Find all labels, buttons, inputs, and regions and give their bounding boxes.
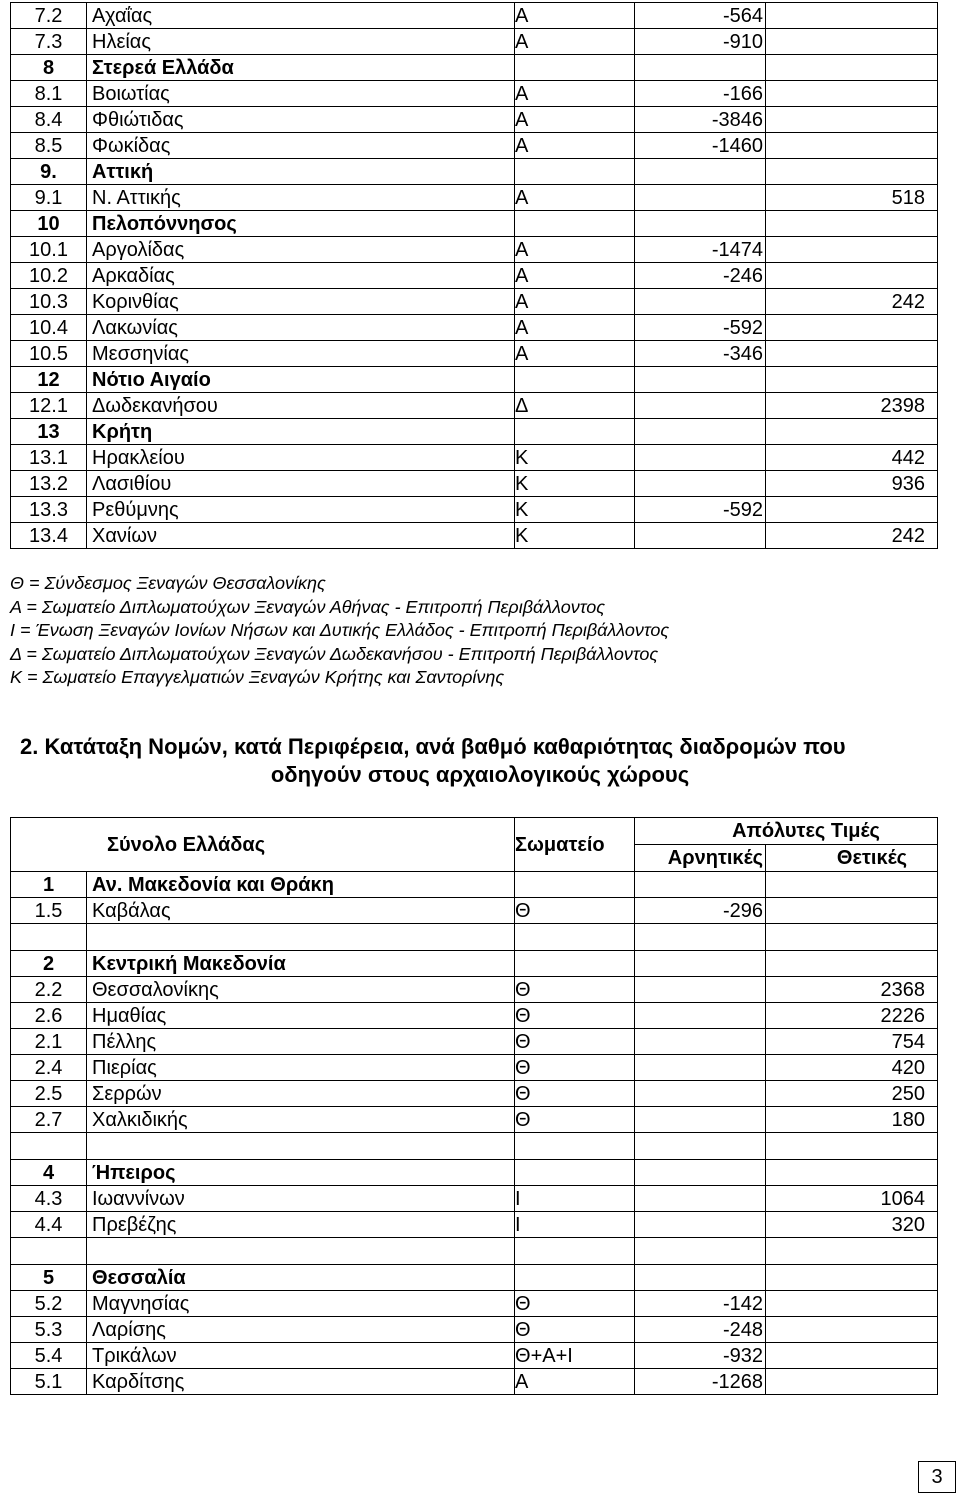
prefecture-row [11, 263, 938, 289]
prefecture-row [11, 3, 938, 29]
name-cell: Κρήτη [87, 419, 515, 445]
empty-cell [766, 1238, 938, 1265]
prefecture-row [11, 1081, 938, 1107]
positive-value-cell [766, 81, 938, 107]
prefecture-row [11, 497, 938, 523]
code-cell: 2 [11, 951, 87, 977]
positive-value-cell [766, 1317, 938, 1343]
name-cell: Νότιο Αιγαίο [87, 367, 515, 393]
association-cell: Α [515, 185, 635, 211]
code-cell: 12 [11, 367, 87, 393]
name-cell: Λασιθίου [87, 471, 515, 497]
code-cell: 10.1 [11, 237, 87, 263]
negative-value-cell [635, 159, 766, 185]
prefecture-row [11, 289, 938, 315]
positive-value-cell [766, 29, 938, 55]
name-cell: Βοιωτίας [87, 81, 515, 107]
negative-value-cell: -1474 [635, 237, 766, 263]
name-cell: Μαγνησίας [87, 1291, 515, 1317]
prefecture-row [11, 523, 938, 549]
association-cell: Α [515, 81, 635, 107]
negative-value-cell [635, 1186, 766, 1212]
prefecture-row [11, 471, 938, 497]
negative-value-cell [635, 1265, 766, 1291]
code-cell: 7.3 [11, 29, 87, 55]
legend-line: Κ = Σωματείο Επαγγελματιών Ξεναγών Κρήτης και Σαντορίνης [10, 667, 505, 687]
name-cell: Φωκίδας [87, 133, 515, 159]
association-cell: Α [515, 315, 635, 341]
positive-value-cell: 936 [766, 471, 938, 497]
prefecture-row [11, 1029, 938, 1055]
negative-value-cell: -910 [635, 29, 766, 55]
association-cell [515, 951, 635, 977]
code-cell: 10.4 [11, 315, 87, 341]
negative-value-cell: -246 [635, 263, 766, 289]
code-cell: 8 [11, 55, 87, 81]
name-cell: Δωδεκανήσου [87, 393, 515, 419]
code-cell: 1 [11, 872, 87, 898]
positive-value-cell: 242 [766, 523, 938, 549]
association-cell: Θ [515, 1317, 635, 1343]
negative-value-cell: -592 [635, 497, 766, 523]
negative-value-cell [635, 1160, 766, 1186]
positive-value-cell [766, 133, 938, 159]
negative-value-cell [635, 951, 766, 977]
code-cell: 5 [11, 1265, 87, 1291]
header-absolute-values: Απόλυτες Τιμές [635, 818, 938, 845]
region-row [11, 211, 938, 237]
association-cell: Α [515, 1369, 635, 1395]
name-cell: Πρεβέζης [87, 1212, 515, 1238]
header-association: Σωματείο [515, 818, 635, 872]
positive-value-cell [766, 107, 938, 133]
association-cell: Α [515, 29, 635, 55]
region-row [11, 1160, 938, 1186]
header-negative: Αρνητικές [635, 845, 766, 872]
association-cell: Θ [515, 1081, 635, 1107]
name-cell: Τρικάλων [87, 1343, 515, 1369]
association-cell [515, 211, 635, 237]
association-cell: Θ+Α+Ι [515, 1343, 635, 1369]
positive-value-cell [766, 315, 938, 341]
empty-cell [87, 1133, 515, 1160]
legend-line: Α = Σωματείο Διπλωματούχων Ξεναγών Αθήνας - Επιτροπή Περιβάλλοντος [10, 596, 606, 617]
positive-value-cell [766, 1291, 938, 1317]
association-cell: Θ [515, 1003, 635, 1029]
negative-value-cell [635, 1081, 766, 1107]
code-cell: 10 [11, 211, 87, 237]
association-cell: Θ [515, 1291, 635, 1317]
positive-value-cell [766, 872, 938, 898]
prefecture-row [11, 1369, 938, 1395]
prefecture-row [11, 133, 938, 159]
code-cell: 13.4 [11, 523, 87, 549]
association-cell: Δ [515, 393, 635, 419]
header-positive: Θετικές [766, 845, 938, 872]
code-cell: 4.3 [11, 1186, 87, 1212]
region-row [11, 159, 938, 185]
name-cell: Αν. Μακεδονία και Θράκη [87, 872, 515, 898]
negative-value-cell: -296 [635, 898, 766, 924]
section-title-line-1: 2. Κατάταξη Νομών, κατά Περιφέρεια, ανά βαθμό καθαριότητας διαδρομών που [20, 734, 846, 759]
association-legend [10, 572, 669, 690]
region-ranking-table [10, 817, 938, 1395]
legend-line: Ι = Ένωση Ξεναγών Ιονίων Νήσων και Δυτικής Ελλάδος - Επιτροπή Περιβάλλοντος [10, 620, 670, 640]
code-cell: 4 [11, 1160, 87, 1186]
spacer-row [11, 924, 938, 951]
code-cell: 13 [11, 419, 87, 445]
empty-cell [766, 924, 938, 951]
association-cell [515, 419, 635, 445]
prefecture-row [11, 1343, 938, 1369]
negative-value-cell [635, 1003, 766, 1029]
page-number: 3 [918, 1461, 956, 1493]
name-cell: Ήπειρος [87, 1160, 515, 1186]
positive-value-cell [766, 55, 938, 81]
name-cell: Καβάλας [87, 898, 515, 924]
spacer-row [11, 1133, 938, 1160]
code-cell: 1.5 [11, 898, 87, 924]
table-body [11, 3, 938, 549]
prefecture-row [11, 1055, 938, 1081]
positive-value-cell [766, 3, 938, 29]
positive-value-cell: 320 [766, 1212, 938, 1238]
name-cell: Ημαθίας [87, 1003, 515, 1029]
association-cell: Α [515, 237, 635, 263]
association-cell: Α [515, 289, 635, 315]
prefecture-row [11, 107, 938, 133]
negative-value-cell [635, 471, 766, 497]
prefecture-row [11, 1107, 938, 1133]
association-cell [515, 159, 635, 185]
association-cell: Α [515, 341, 635, 367]
association-cell: Θ [515, 1055, 635, 1081]
empty-cell [515, 1133, 635, 1160]
positive-value-cell: 1064 [766, 1186, 938, 1212]
code-cell: 5.4 [11, 1343, 87, 1369]
negative-value-cell [635, 289, 766, 315]
section-title-line-2: οδηγούν στους αρχαιολογικούς χώρους [270, 762, 690, 787]
negative-value-cell [635, 367, 766, 393]
negative-value-cell [635, 872, 766, 898]
code-cell: 5.3 [11, 1317, 87, 1343]
association-cell: Θ [515, 977, 635, 1003]
code-cell: 13.2 [11, 471, 87, 497]
positive-value-cell [766, 211, 938, 237]
code-cell: 8.5 [11, 133, 87, 159]
association-cell [515, 367, 635, 393]
negative-value-cell [635, 393, 766, 419]
region-row [11, 367, 938, 393]
association-cell: Α [515, 3, 635, 29]
prefecture-row [11, 81, 938, 107]
positive-value-cell [766, 1265, 938, 1291]
prefecture-row [11, 1317, 938, 1343]
negative-value-cell: -142 [635, 1291, 766, 1317]
negative-value-cell: -248 [635, 1317, 766, 1343]
positive-value-cell: 2368 [766, 977, 938, 1003]
legend-line: Θ = Σύνδεσμος Ξεναγών Θεσσαλονίκης [10, 573, 326, 593]
association-cell: Κ [515, 497, 635, 523]
association-cell: Κ [515, 445, 635, 471]
code-cell: 10.3 [11, 289, 87, 315]
empty-cell [87, 924, 515, 951]
region-row [11, 872, 938, 898]
negative-value-cell [635, 1055, 766, 1081]
negative-value-cell: -1460 [635, 133, 766, 159]
empty-cell [766, 1133, 938, 1160]
association-cell [515, 872, 635, 898]
negative-value-cell: -166 [635, 81, 766, 107]
association-cell: Κ [515, 471, 635, 497]
prefecture-row [11, 29, 938, 55]
prefecture-row [11, 977, 938, 1003]
empty-cell [635, 1133, 766, 1160]
positive-value-cell [766, 159, 938, 185]
negative-value-cell [635, 55, 766, 81]
section-title [20, 733, 940, 789]
negative-value-cell: -592 [635, 315, 766, 341]
empty-cell [87, 1238, 515, 1265]
name-cell: Ηρακλείου [87, 445, 515, 471]
empty-cell [11, 1238, 87, 1265]
positive-value-cell: 420 [766, 1055, 938, 1081]
name-cell: Πιερίας [87, 1055, 515, 1081]
negative-value-cell [635, 1212, 766, 1238]
prefecture-row [11, 898, 938, 924]
code-cell: 2.6 [11, 1003, 87, 1029]
prefecture-row [11, 315, 938, 341]
negative-value-cell [635, 419, 766, 445]
prefecture-row [11, 1003, 938, 1029]
negative-value-cell [635, 211, 766, 237]
prefecture-row [11, 445, 938, 471]
name-cell: Χαλκιδικής [87, 1107, 515, 1133]
header-total: Σύνολο Ελλάδας [11, 818, 515, 872]
name-cell: Λακωνίας [87, 315, 515, 341]
positive-value-cell: 518 [766, 185, 938, 211]
empty-cell [635, 924, 766, 951]
code-cell: 2.2 [11, 977, 87, 1003]
code-cell: 2.5 [11, 1081, 87, 1107]
code-cell: 13.1 [11, 445, 87, 471]
association-cell: Ι [515, 1186, 635, 1212]
empty-cell [11, 1133, 87, 1160]
region-table-continued [10, 2, 938, 549]
prefecture-row [11, 1186, 938, 1212]
name-cell: Κορινθίας [87, 289, 515, 315]
name-cell: Θεσσαλία [87, 1265, 515, 1291]
association-cell: Α [515, 133, 635, 159]
association-cell: Α [515, 263, 635, 289]
prefecture-row [11, 341, 938, 367]
code-cell: 10.5 [11, 341, 87, 367]
negative-value-cell: -346 [635, 341, 766, 367]
association-cell: Ι [515, 1212, 635, 1238]
positive-value-cell [766, 1369, 938, 1395]
name-cell: Χανίων [87, 523, 515, 549]
name-cell: Καρδίτσης [87, 1369, 515, 1395]
name-cell: Αχαΐας [87, 3, 515, 29]
name-cell: Λαρίσης [87, 1317, 515, 1343]
name-cell: Αργολίδας [87, 237, 515, 263]
name-cell: Πέλλης [87, 1029, 515, 1055]
positive-value-cell [766, 1160, 938, 1186]
region-row [11, 55, 938, 81]
name-cell: Μεσσηνίας [87, 341, 515, 367]
empty-cell [11, 924, 87, 951]
association-cell: Θ [515, 898, 635, 924]
positive-value-cell [766, 951, 938, 977]
code-cell: 2.4 [11, 1055, 87, 1081]
empty-cell [515, 1238, 635, 1265]
positive-value-cell: 2398 [766, 393, 938, 419]
positive-value-cell: 242 [766, 289, 938, 315]
empty-cell [515, 924, 635, 951]
negative-value-cell [635, 1107, 766, 1133]
name-cell: Κεντρική Μακεδονία [87, 951, 515, 977]
positive-value-cell [766, 237, 938, 263]
association-cell [515, 1265, 635, 1291]
name-cell: Ρεθύμνης [87, 497, 515, 523]
prefecture-row [11, 237, 938, 263]
positive-value-cell [766, 497, 938, 523]
positive-value-cell [766, 898, 938, 924]
table-header [11, 818, 938, 872]
region-row [11, 419, 938, 445]
positive-value-cell [766, 341, 938, 367]
prefecture-row [11, 185, 938, 211]
name-cell: Θεσσαλονίκης [87, 977, 515, 1003]
name-cell: Σερρών [87, 1081, 515, 1107]
negative-value-cell [635, 445, 766, 471]
association-cell: Θ [515, 1107, 635, 1133]
code-cell: 12.1 [11, 393, 87, 419]
negative-value-cell [635, 523, 766, 549]
code-cell: 10.2 [11, 263, 87, 289]
name-cell: Πελοπόννησος [87, 211, 515, 237]
association-cell [515, 55, 635, 81]
code-cell: 9.1 [11, 185, 87, 211]
negative-value-cell [635, 185, 766, 211]
spacer-row [11, 1238, 938, 1265]
positive-value-cell: 754 [766, 1029, 938, 1055]
code-cell: 2.7 [11, 1107, 87, 1133]
positive-value-cell: 2226 [766, 1003, 938, 1029]
positive-value-cell [766, 367, 938, 393]
name-cell: Αττική [87, 159, 515, 185]
negative-value-cell: -3846 [635, 107, 766, 133]
code-cell: 2.1 [11, 1029, 87, 1055]
code-cell: 5.2 [11, 1291, 87, 1317]
association-cell: Θ [515, 1029, 635, 1055]
association-cell: Κ [515, 523, 635, 549]
name-cell: Αρκαδίας [87, 263, 515, 289]
negative-value-cell: -1268 [635, 1369, 766, 1395]
code-cell: 5.1 [11, 1369, 87, 1395]
table-body [11, 872, 938, 1395]
positive-value-cell [766, 1343, 938, 1369]
prefecture-row [11, 1291, 938, 1317]
code-cell: 9. [11, 159, 87, 185]
region-row [11, 951, 938, 977]
region-row [11, 1265, 938, 1291]
negative-value-cell: -932 [635, 1343, 766, 1369]
prefecture-row [11, 393, 938, 419]
positive-value-cell: 250 [766, 1081, 938, 1107]
header-row [11, 818, 938, 845]
code-cell: 13.3 [11, 497, 87, 523]
positive-value-cell: 180 [766, 1107, 938, 1133]
negative-value-cell [635, 1029, 766, 1055]
negative-value-cell: -564 [635, 3, 766, 29]
code-cell: 8.1 [11, 81, 87, 107]
code-cell: 4.4 [11, 1212, 87, 1238]
positive-value-cell [766, 419, 938, 445]
association-cell: Α [515, 107, 635, 133]
prefecture-row [11, 1212, 938, 1238]
name-cell: Ν. Αττικής [87, 185, 515, 211]
negative-value-cell [635, 977, 766, 1003]
code-cell: 8.4 [11, 107, 87, 133]
name-cell: Ηλείας [87, 29, 515, 55]
association-cell [515, 1160, 635, 1186]
positive-value-cell: 442 [766, 445, 938, 471]
name-cell: Στερεά Ελλάδα [87, 55, 515, 81]
name-cell: Φθιώτιδας [87, 107, 515, 133]
positive-value-cell [766, 263, 938, 289]
name-cell: Ιωαννίνων [87, 1186, 515, 1212]
empty-cell [635, 1238, 766, 1265]
code-cell: 7.2 [11, 3, 87, 29]
legend-line: Δ = Σωματείο Διπλωματούχων Ξεναγών Δωδεκανήσου - Επιτροπή Περιβάλλοντος [10, 643, 659, 664]
